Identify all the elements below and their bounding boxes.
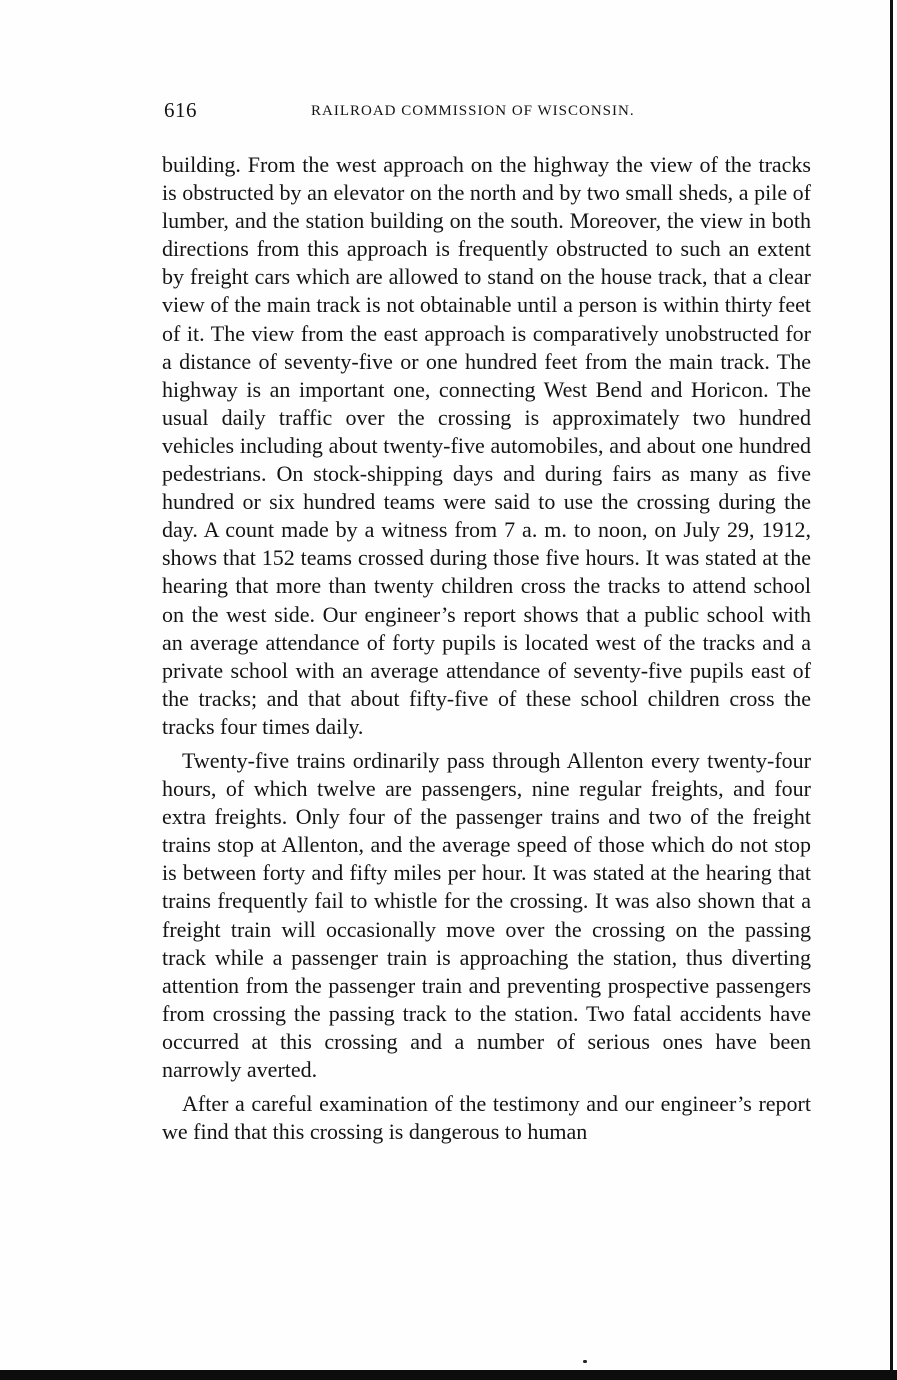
running-title: RAILROAD COMMISSION OF WISCONSIN. xyxy=(311,103,635,119)
paragraph-continued: building. From the west approach on the highway the view of the tracks is obstructed by an elevator on the north and by two small sheds, a pile of lumber, and the station building on the south. Moreover, the view in both directions from this approach is frequently obstructed to such an extent by freight cars which are allowed to stand on the house track, that a clear view of the main track is not obtainable until a person is within thirty feet of it. The view from the east approach is comparatively unobstructed for a distance of seventy-five or one hundred feet from the main track. The highway is an important one, connecting West Bend and Horicon. The usual daily traffic over the crossing is approximately two hundred vehicles including about twenty-five automobiles, and about one hundred pedestrians. On stock-shipping days and during fairs as many as five hundred or six hundred teams were said to use the crossing during the day. A count made by a witness from 7 a. m. to noon, on July 29, 1912, shows that 152 teams crossed during those five hours. It was stated at the hearing that more than twenty children cross the tracks to attend school on the west side. Our engineer’s report shows that a public school with an average attendance of forty pupils is located west of the tracks and a private school with an average attendance of seventy-five pupils east of the tracks; and that about fifty-five of these school children cross the tracks four times daily. xyxy=(162,152,811,739)
page-number: 616 xyxy=(164,98,197,122)
scan-edge-right xyxy=(890,0,893,1372)
scan-speck xyxy=(583,1360,587,1363)
page-header xyxy=(164,98,814,128)
body-text xyxy=(162,151,811,1146)
paragraph-finding: After a careful examination of the testimony and our engineer’s report we find that this crossing is dangerous to human xyxy=(162,1091,811,1145)
scan-edge-bottom xyxy=(0,1370,897,1380)
paragraph-trains: Twenty-five trains ordinarily pass through Allenton every twenty-four hours, of which twelve are passengers, nine regular freights, and four extra freights. Only four of the passenger trains and two of the freight trains stop at Allenton, and the average speed of those which do not stop is between forty and fifty miles per hour. It was stated at the hearing that trains frequently fail to whistle for the crossing. It was also shown that a freight train will occasionally move over the crossing on the passing track while a passenger train is approaching the station, thus diverting attention from the passenger train and preventing prospective passengers from crossing the passing track to the station. Two fatal accidents have occurred at this crossing and a number of serious ones have been narrowly averted. xyxy=(162,747,811,1082)
